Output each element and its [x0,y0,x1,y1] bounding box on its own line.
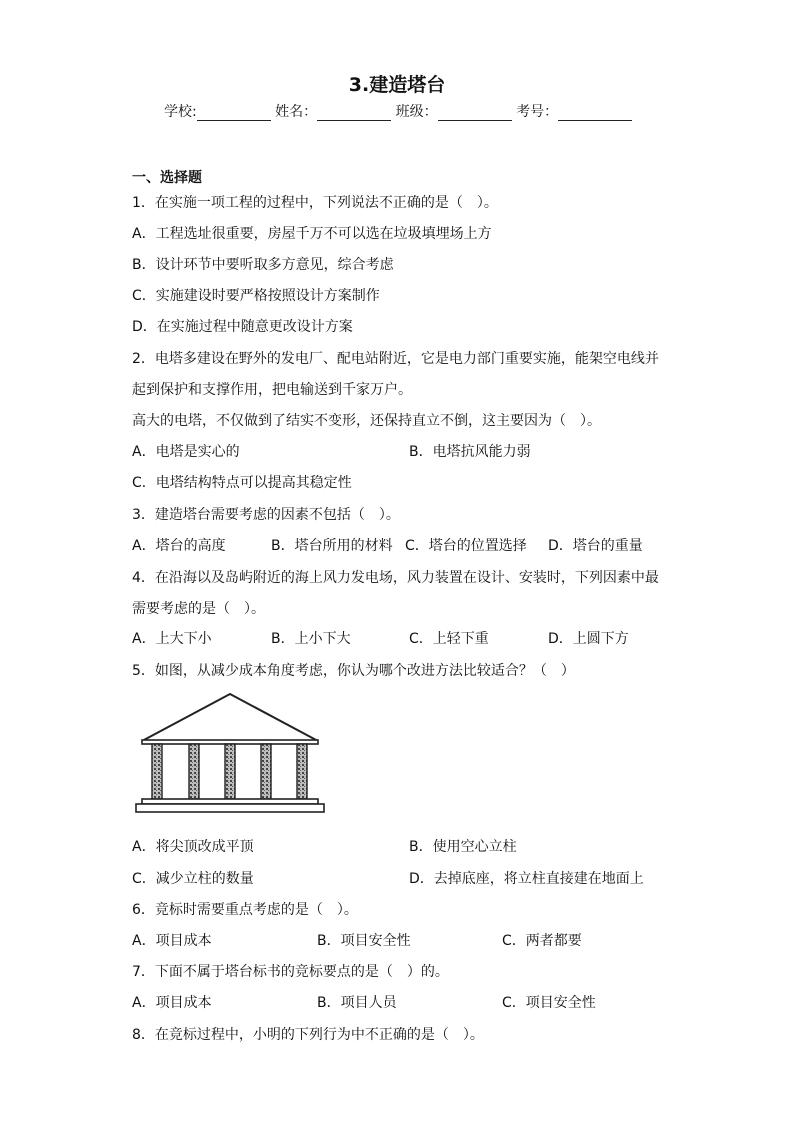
question-6-option-b: B．项目安全性 [317,933,411,949]
question-7-option-b: B．项目人员 [317,995,397,1011]
question-2-stem-line-1: 2．电塔多建设在野外的发电厂、配电站附近，它是电力部门重要实施，能架空电线并 [132,351,659,367]
question-3-option-a: A．塔台的高度 [132,538,226,554]
question-4-stem-line-2: 需要考虑的是（ ）。 [132,601,265,617]
question-2-stem-line-2: 起到保护和支撑作用，把电输送到千家万户。 [132,382,412,398]
question-8-stem: 8．在竞标过程中，小明的下列行为中不正确的是（ ）。 [132,1027,484,1043]
question-3-option-b: B．塔台所用的材料 [271,538,393,554]
class-label: 班级： [395,104,438,120]
question-1-option-d: D．在实施过程中随意更改设计方案 [132,319,353,335]
question-5-stem: 5．如图，从减少成本角度考虑，你认为哪个改进方法比较适合？（ ） [132,663,575,679]
question-3-option-d: D．塔台的重量 [548,538,643,554]
question-4-stem-line-1: 4．在沿海以及岛屿附近的海上风力发电场，风力装置在设计、安装时，下列因素中最 [132,570,659,586]
school-label: 学校: [164,104,197,120]
base-step-bottom [136,804,324,812]
question-1-option-c: C．实施建设时要严格按照设计方案制作 [132,288,380,304]
column-5 [297,744,307,799]
section-heading: 一、选择题 [132,170,202,186]
question-3-stem: 3．建造塔台需要考虑的因素不包括（ ）。 [132,507,400,523]
question-5-option-a: A．将尖顶改成平顶 [132,839,254,855]
question-2-option-b: B．电塔抗风能力弱 [409,444,531,460]
name-blank[interactable] [317,106,391,121]
question-4-option-a: A．上大下小 [132,631,212,647]
school-blank[interactable] [197,106,271,121]
column-2 [189,744,199,799]
pavilion-figure [134,692,326,820]
number-label: 考号： [516,104,559,120]
question-7-stem: 7．下面不属于塔台标书的竞标要点的是（ ）的。 [132,964,449,980]
question-6-stem: 6．竞标时需要重点考虑的是（ ）。 [132,902,358,918]
question-3-option-c: C．塔台的位置选择 [405,538,527,554]
page-title: 3.建造塔台 [348,74,446,96]
question-4-option-c: C．上轻下重 [409,631,489,647]
question-7-option-c: C．项目安全性 [502,995,596,1011]
column-1 [152,744,162,799]
question-6-option-a: A．项目成本 [132,933,212,949]
question-7-option-a: A．项目成本 [132,995,212,1011]
question-6-option-c: C．两者都要 [502,933,582,949]
question-4-option-b: B．上小下大 [271,631,351,647]
pavilion-drawing [134,692,326,816]
column-4 [261,744,271,799]
roof-triangle [142,694,318,741]
question-5-option-b: B．使用空心立柱 [409,839,517,855]
student-info-fields [164,101,632,121]
name-label: 姓名： [275,104,318,120]
column-3 [225,744,235,799]
question-2-stem-line-3: 高大的电塔，不仅做到了结实不变形，还保持直立不倒，这主要因为（ ）。 [132,413,601,429]
question-1-option-b: B．设计环节中要听取多方意见，综合考虑 [132,257,394,273]
class-blank[interactable] [438,106,512,121]
question-2-option-c: C．电塔结构特点可以提高其稳定性 [132,475,352,491]
number-blank[interactable] [558,106,632,121]
question-5-option-c: C．减少立柱的数量 [132,871,254,887]
question-5-option-d: D．去掉底座，将立柱直接建在地面上 [409,871,644,887]
question-2-option-a: A．电塔是实心的 [132,444,240,460]
question-1-stem: 1．在实施一项工程的过程中，下列说法不正确的是（ ）。 [132,195,498,211]
question-4-option-d: D．上圆下方 [548,631,629,647]
question-1-option-a: A．工程选址很重要，房屋千万不可以选在垃圾填埋场上方 [132,226,492,242]
